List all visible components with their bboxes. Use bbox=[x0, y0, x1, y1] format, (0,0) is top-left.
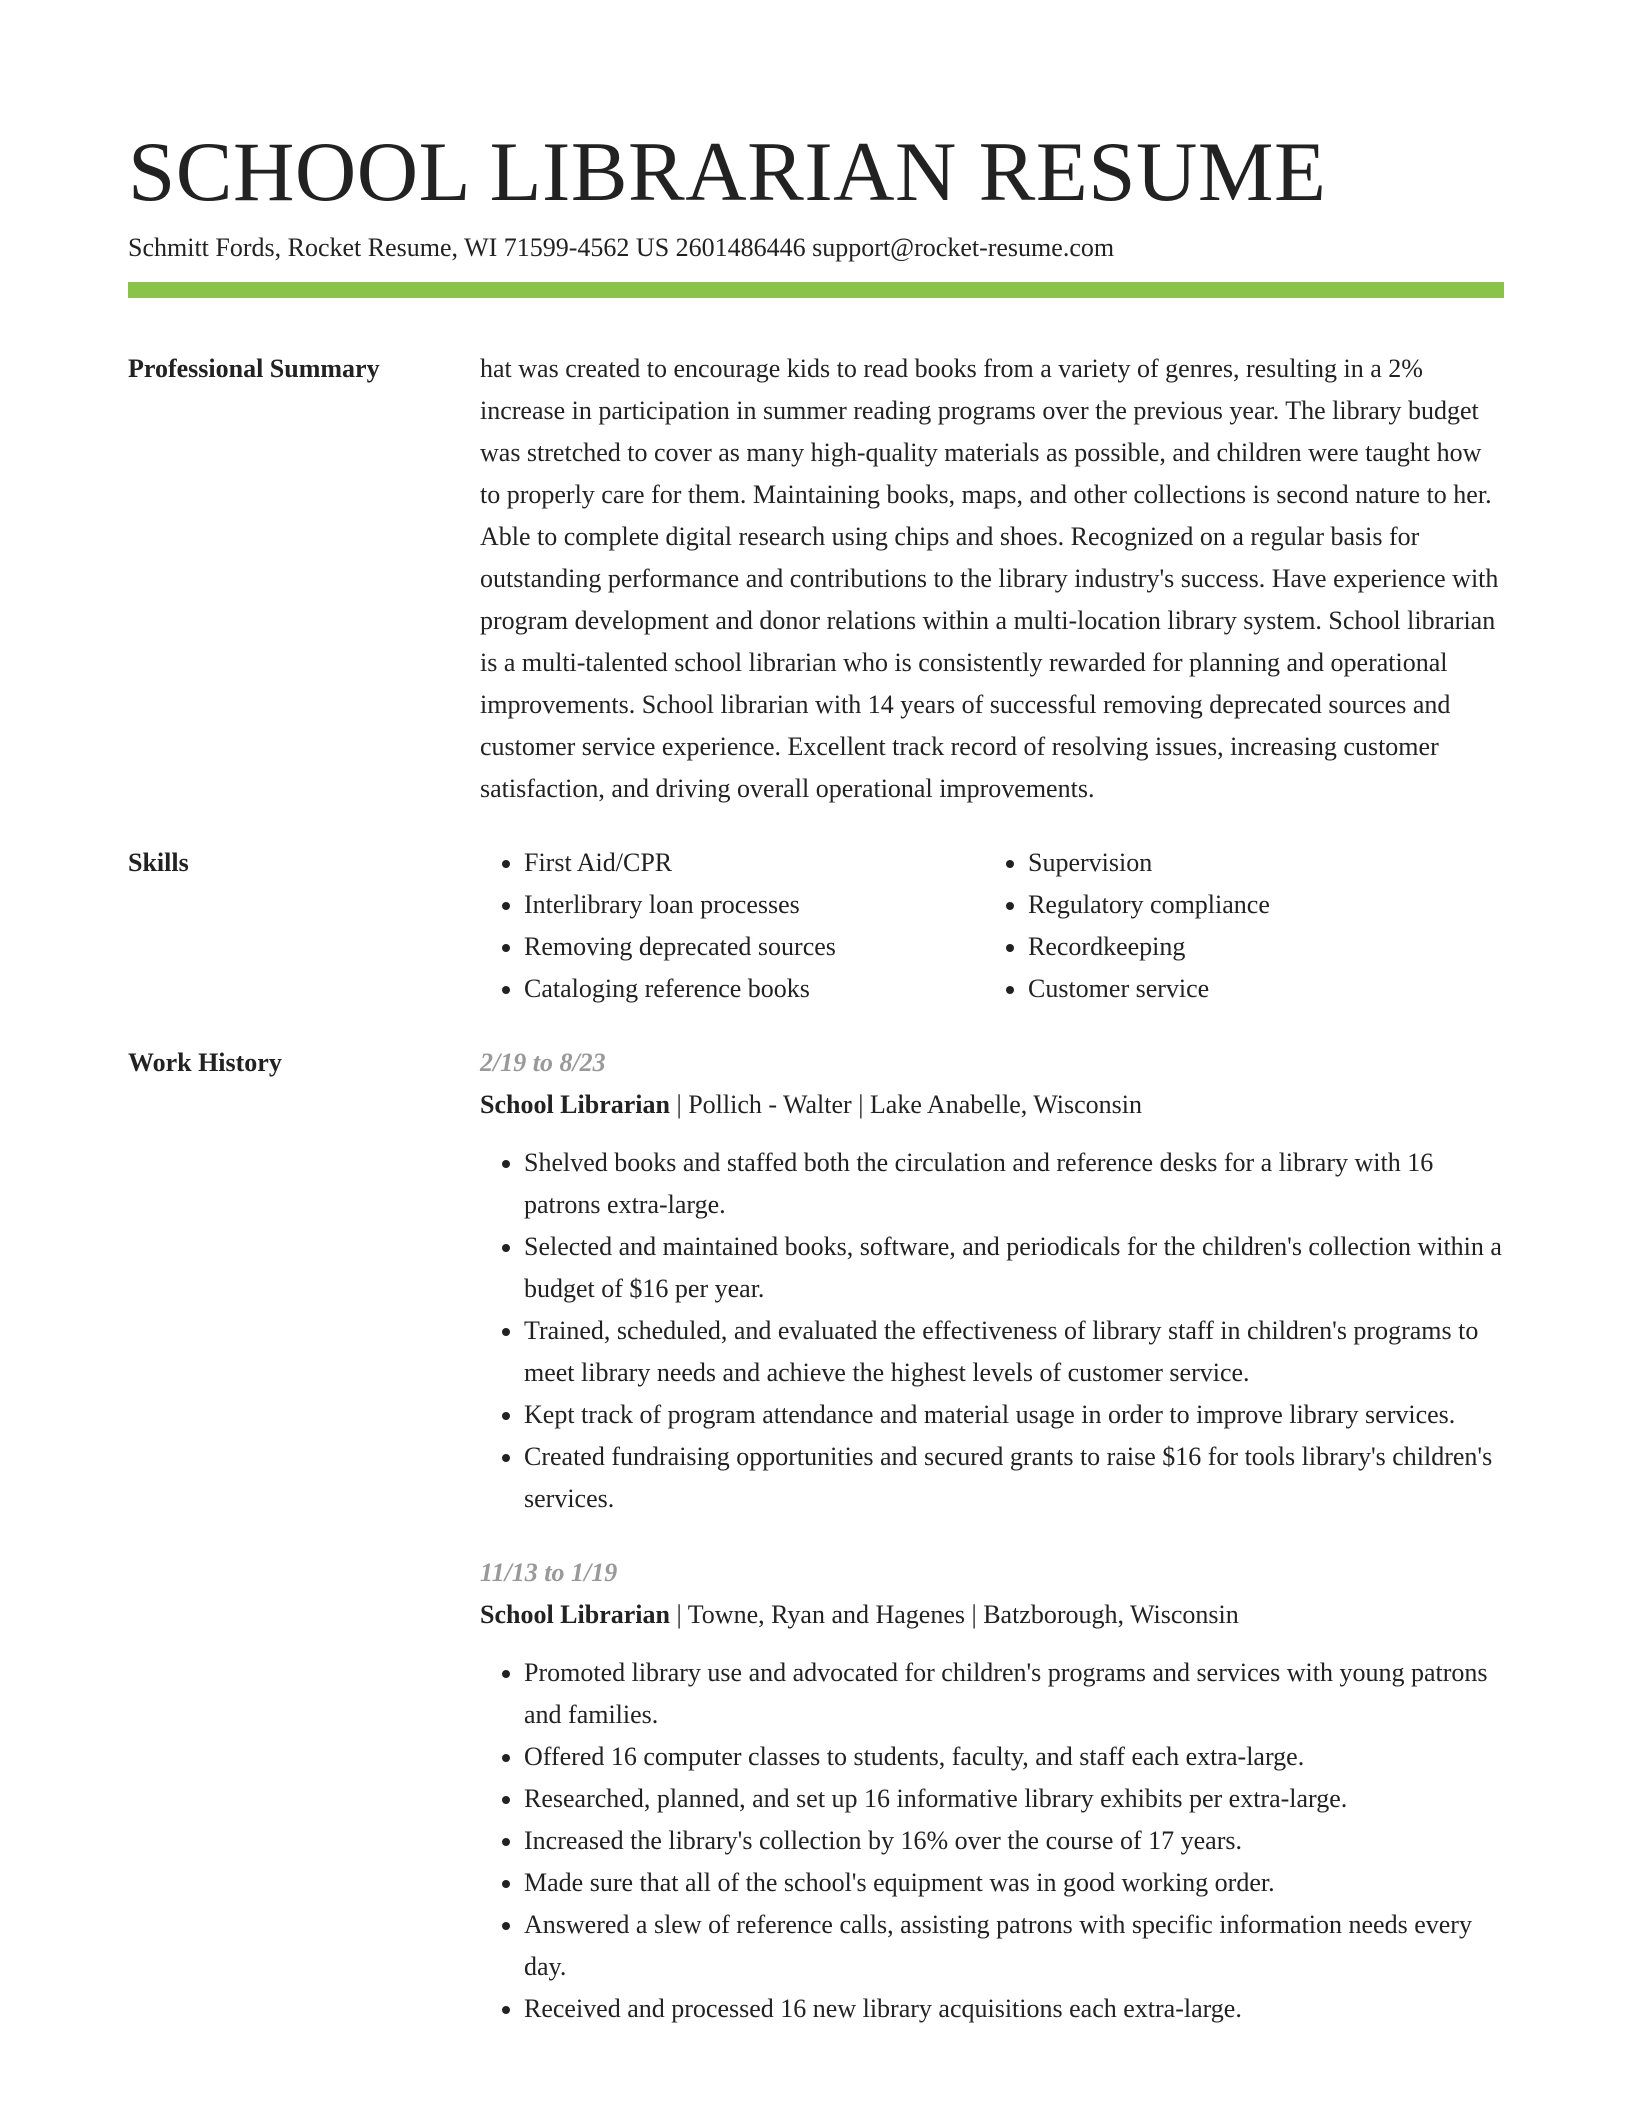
summary-label: Professional Summary bbox=[128, 354, 380, 383]
job-bullet: • Kept track of program attendance and material usage in order to improve library services. bbox=[524, 1394, 1504, 1436]
job-details: | Towne, Ryan and Hagenes | Batzborough, Wisconsin bbox=[669, 1600, 1239, 1629]
job-dates: 11/13 to 1/19 bbox=[480, 1558, 618, 1587]
skill-item: • Removing deprecated sources bbox=[524, 926, 984, 968]
summary-section bbox=[128, 348, 1504, 810]
contact-phone: 2601486446 bbox=[675, 233, 806, 262]
job-dates: 2/19 to 8/23 bbox=[480, 1048, 606, 1077]
skill-item: • Interlibrary loan processes bbox=[524, 884, 984, 926]
resume-page bbox=[128, 122, 1504, 2030]
skill-item: • Supervision bbox=[1028, 842, 1504, 884]
job-bullets bbox=[480, 1142, 1504, 1520]
skills-label: Skills bbox=[128, 848, 189, 877]
skill-item: • First Aid/CPR bbox=[524, 842, 984, 884]
skill-item: • Regulatory compliance bbox=[1028, 884, 1504, 926]
job-title: School Librarian bbox=[480, 1090, 670, 1119]
job-bullet: • Received and processed 16 new library acquisitions each extra-large. bbox=[524, 1988, 1504, 2030]
summary-text: hat was created to encourage kids to read books from a variety of genres, resulting in a 2% increase in participation in summer reading programs over the previous year. The library budget was stretched to cover as many high-quality materials as possible, and children were taught how to properly care for them. Maintaining books, maps, and other collections is second nature to her. Able to complete digital research using chips and shoes. Recognized on a regular basis for outstanding performance and contributions to the library industry's success. Have experience with program development and donor relations within a multi-location library system. School librarian is a multi-talented school librarian who is consistently rewarded for planning and operational improvements. School librarian with 14 years of successful removing deprecated sources and customer service experience. Excellent track record of resolving issues, increasing customer satisfaction, and driving overall operational improvements. bbox=[480, 354, 1499, 803]
skills-list-right bbox=[984, 842, 1504, 1010]
job-bullet: • Selected and maintained books, software, and periodicals for the children's collection within a budget of $16 per year. bbox=[524, 1226, 1504, 1310]
job-bullet: • Researched, planned, and set up 16 informative library exhibits per extra-large. bbox=[524, 1778, 1504, 1820]
contact-line bbox=[128, 230, 1504, 266]
job-bullet: • Trained, scheduled, and evaluated the effectiveness of library staff in children's programs to meet library needs and achieve the highest levels of customer service. bbox=[524, 1310, 1504, 1394]
job-bullet: • Increased the library's collection by 16% over the course of 17 years. bbox=[524, 1820, 1504, 1862]
contact-email[interactable]: support@rocket-resume.com bbox=[812, 233, 1115, 262]
job-bullets bbox=[480, 1652, 1504, 2030]
job-bullet: • Shelved books and staffed both the circulation and reference desks for a library with 16 patrons extra-large. bbox=[524, 1142, 1504, 1226]
skill-item: • Recordkeeping bbox=[1028, 926, 1504, 968]
header-divider bbox=[128, 282, 1504, 298]
job-bullet: • Offered 16 computer classes to students, faculty, and staff each extra-large. bbox=[524, 1736, 1504, 1778]
skills-section bbox=[128, 842, 1504, 1010]
job-entry bbox=[480, 1552, 1504, 2030]
job-details: | Pollich - Walter | Lake Anabelle, Wisconsin bbox=[669, 1090, 1143, 1119]
job-bullet: • Made sure that all of the school's equipment was in good working order. bbox=[524, 1862, 1504, 1904]
work-history-content bbox=[480, 1042, 1504, 2030]
contact-address: Schmitt Fords, Rocket Resume, WI 71599-4562 US bbox=[128, 233, 670, 262]
work-history-label: Work History bbox=[128, 1048, 282, 1077]
job-heading bbox=[480, 1084, 1504, 1126]
job-bullet: • Answered a slew of reference calls, assisting patrons with specific information needs every day. bbox=[524, 1904, 1504, 1988]
resume-title: SCHOOL LIBRARIAN RESUME bbox=[128, 125, 1327, 219]
job-heading bbox=[480, 1594, 1504, 1636]
skills-grid bbox=[480, 842, 1504, 1010]
job-bullet: • Created fundraising opportunities and secured grants to raise $16 for tools library's children's services. bbox=[524, 1436, 1504, 1520]
job-entry bbox=[480, 1042, 1504, 1520]
skills-list-left bbox=[480, 842, 984, 1010]
job-title: School Librarian bbox=[480, 1600, 670, 1629]
job-bullet: • Promoted library use and advocated for children's programs and services with young patrons and families. bbox=[524, 1652, 1504, 1736]
work-history-section bbox=[128, 1042, 1504, 2030]
skill-item: • Customer service bbox=[1028, 968, 1504, 1010]
skill-item: • Cataloging reference books bbox=[524, 968, 984, 1010]
